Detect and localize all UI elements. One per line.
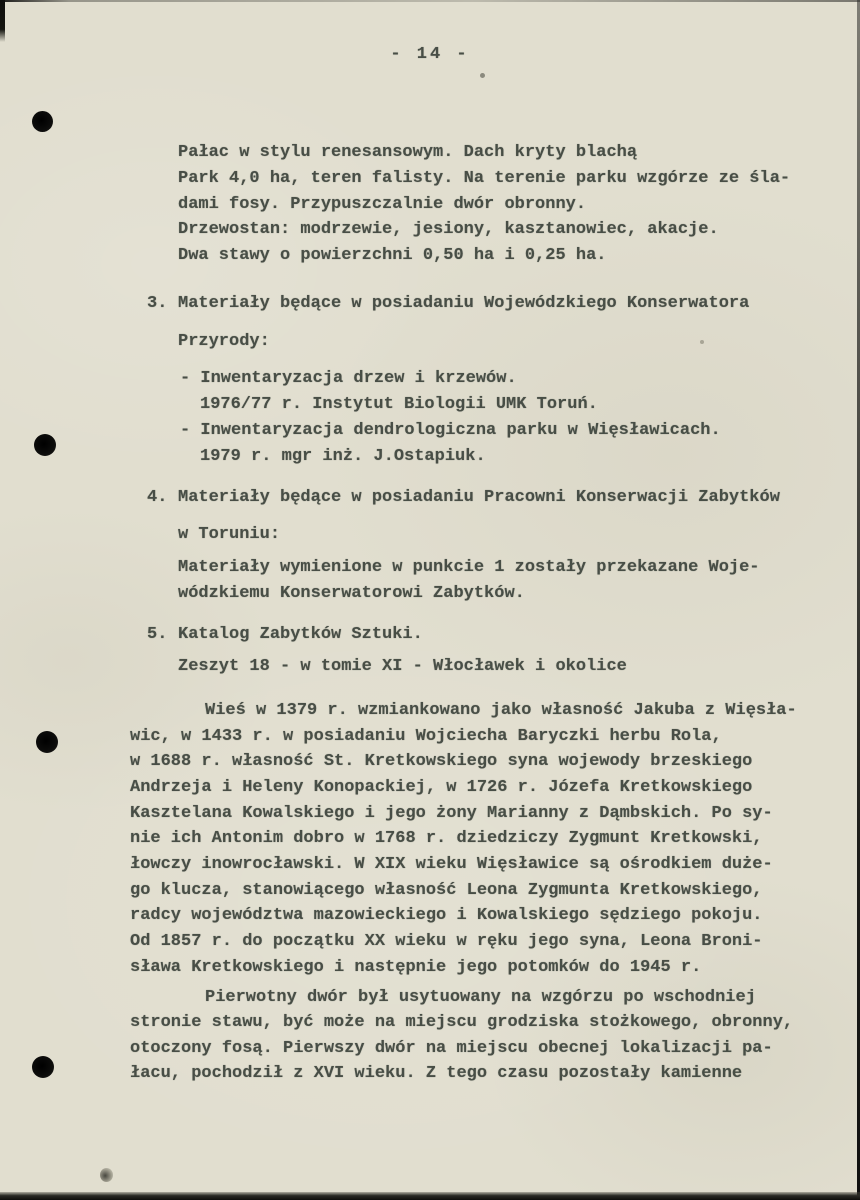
hole-punch-mark <box>32 111 53 132</box>
paragraph-line: otoczony fosą. Pierwszy dwór na miejscu obecnej lokalizacji pa- <box>130 1039 773 1058</box>
hole-punch-mark <box>36 731 58 753</box>
paragraph-line: łacu, pochodził z XVI wieku. Z tego czasu pozostały kamienne <box>130 1064 743 1083</box>
intro-line: Dwa stawy o powierzchni 0,50 ha i 0,25 ha. <box>178 246 607 265</box>
paragraph-line: Od 1857 r. do początku XX wieku w ręku jego syna, Leona Broni- <box>130 932 763 951</box>
paragraph-line: stronie stawu, być może na miejscu grodziska stożkowego, obronny, <box>130 1013 794 1032</box>
paragraph-line: wic, w 1433 r. w posiadaniu Wojciecha Baryczki herbu Rola, <box>130 727 722 746</box>
paragraph-line: w 1688 r. własność St. Kretkowskiego syna wojewody brzeskiego <box>130 752 753 771</box>
hole-punch-mark <box>34 434 56 456</box>
page-number: - 14 - <box>390 45 470 64</box>
scan-edge-top <box>0 0 860 2</box>
paragraph-line: Kasztelana Kowalskiego i jego żony Marianny z Dąmbskich. Po sy- <box>130 804 773 823</box>
hole-punch-mark <box>32 1056 54 1078</box>
sub-item-line: - Inwentaryzacja drzew i krzewów. <box>180 369 517 388</box>
intro-line: Pałac w stylu renesansowym. Dach kryty blachą <box>178 143 638 162</box>
ink-smudge <box>100 1168 113 1182</box>
paragraph-line: Pierwotny dwór był usytuowany na wzgórzu po wschodniej <box>205 988 756 1007</box>
paper-speck <box>480 73 485 78</box>
intro-line: Park 4,0 ha, teren falisty. Na terenie parku wzgórze ze śla- <box>178 169 791 188</box>
paragraph-line: Andrzeja i Heleny Konopackiej, w 1726 r. Józefa Kretkowskiego <box>130 778 753 797</box>
scan-edge-bottom <box>0 1192 860 1200</box>
intro-line: dami fosy. Przypuszczalnie dwór obronny. <box>178 195 587 214</box>
paper-speck <box>700 340 704 344</box>
paragraph-line: sława Kretkowskiego i następnie jego potomków do 1945 r. <box>130 958 702 977</box>
paragraph-line: nie ich Antonim dobro w 1768 r. dziedziczy Zygmunt Kretkowski, <box>130 829 763 848</box>
paragraph-line: Wieś w 1379 r. wzmiankowano jako własność Jakuba z Więsła- <box>205 701 797 720</box>
scan-corner-top-left <box>0 0 5 42</box>
item-heading-line: Przyrody: <box>178 332 270 351</box>
paragraph-line: go klucza, stanowiącego własność Leona Zygmunta Kretkowskiego, <box>130 881 763 900</box>
item-heading-line: Katalog Zabytków Sztuki. <box>178 625 423 644</box>
item-number: 4. <box>147 488 168 507</box>
item-heading-line: w Toruniu: <box>178 525 281 544</box>
item-heading-line: Zeszyt 18 - w tomie XI - Włocławek i okolice <box>178 657 627 676</box>
intro-line: Drzewostan: modrzewie, jesiony, kasztanowiec, akacje. <box>178 220 719 239</box>
sub-item-line: - Inwentaryzacja dendrologiczna parku w Więsławicach. <box>180 421 721 440</box>
item-number: 5. <box>147 625 168 644</box>
item-heading-line: Materiały będące w posiadaniu Pracowni Konserwacji Zabytków <box>178 488 780 507</box>
item-body-line: wódzkiemu Konserwatorowi Zabytków. <box>178 584 525 603</box>
sub-item-line: 1979 r. mgr inż. J.Ostapiuk. <box>200 447 486 466</box>
item-heading-line: Materiały będące w posiadaniu Wojewódzkiego Konserwatora <box>178 294 750 313</box>
item-body-line: Materiały wymienione w punkcie 1 zostały przekazane Woje- <box>178 558 760 577</box>
paragraph-line: łowczy inowrocławski. W XIX wieku Więsławice są ośrodkiem duże- <box>130 855 773 874</box>
sub-item-line: 1976/77 r. Instytut Biologii UMK Toruń. <box>200 395 598 414</box>
paragraph-line: radcy województwa mazowieckiego i Kowalskiego sędziego pokoju. <box>130 906 763 925</box>
item-number: 3. <box>147 294 168 313</box>
